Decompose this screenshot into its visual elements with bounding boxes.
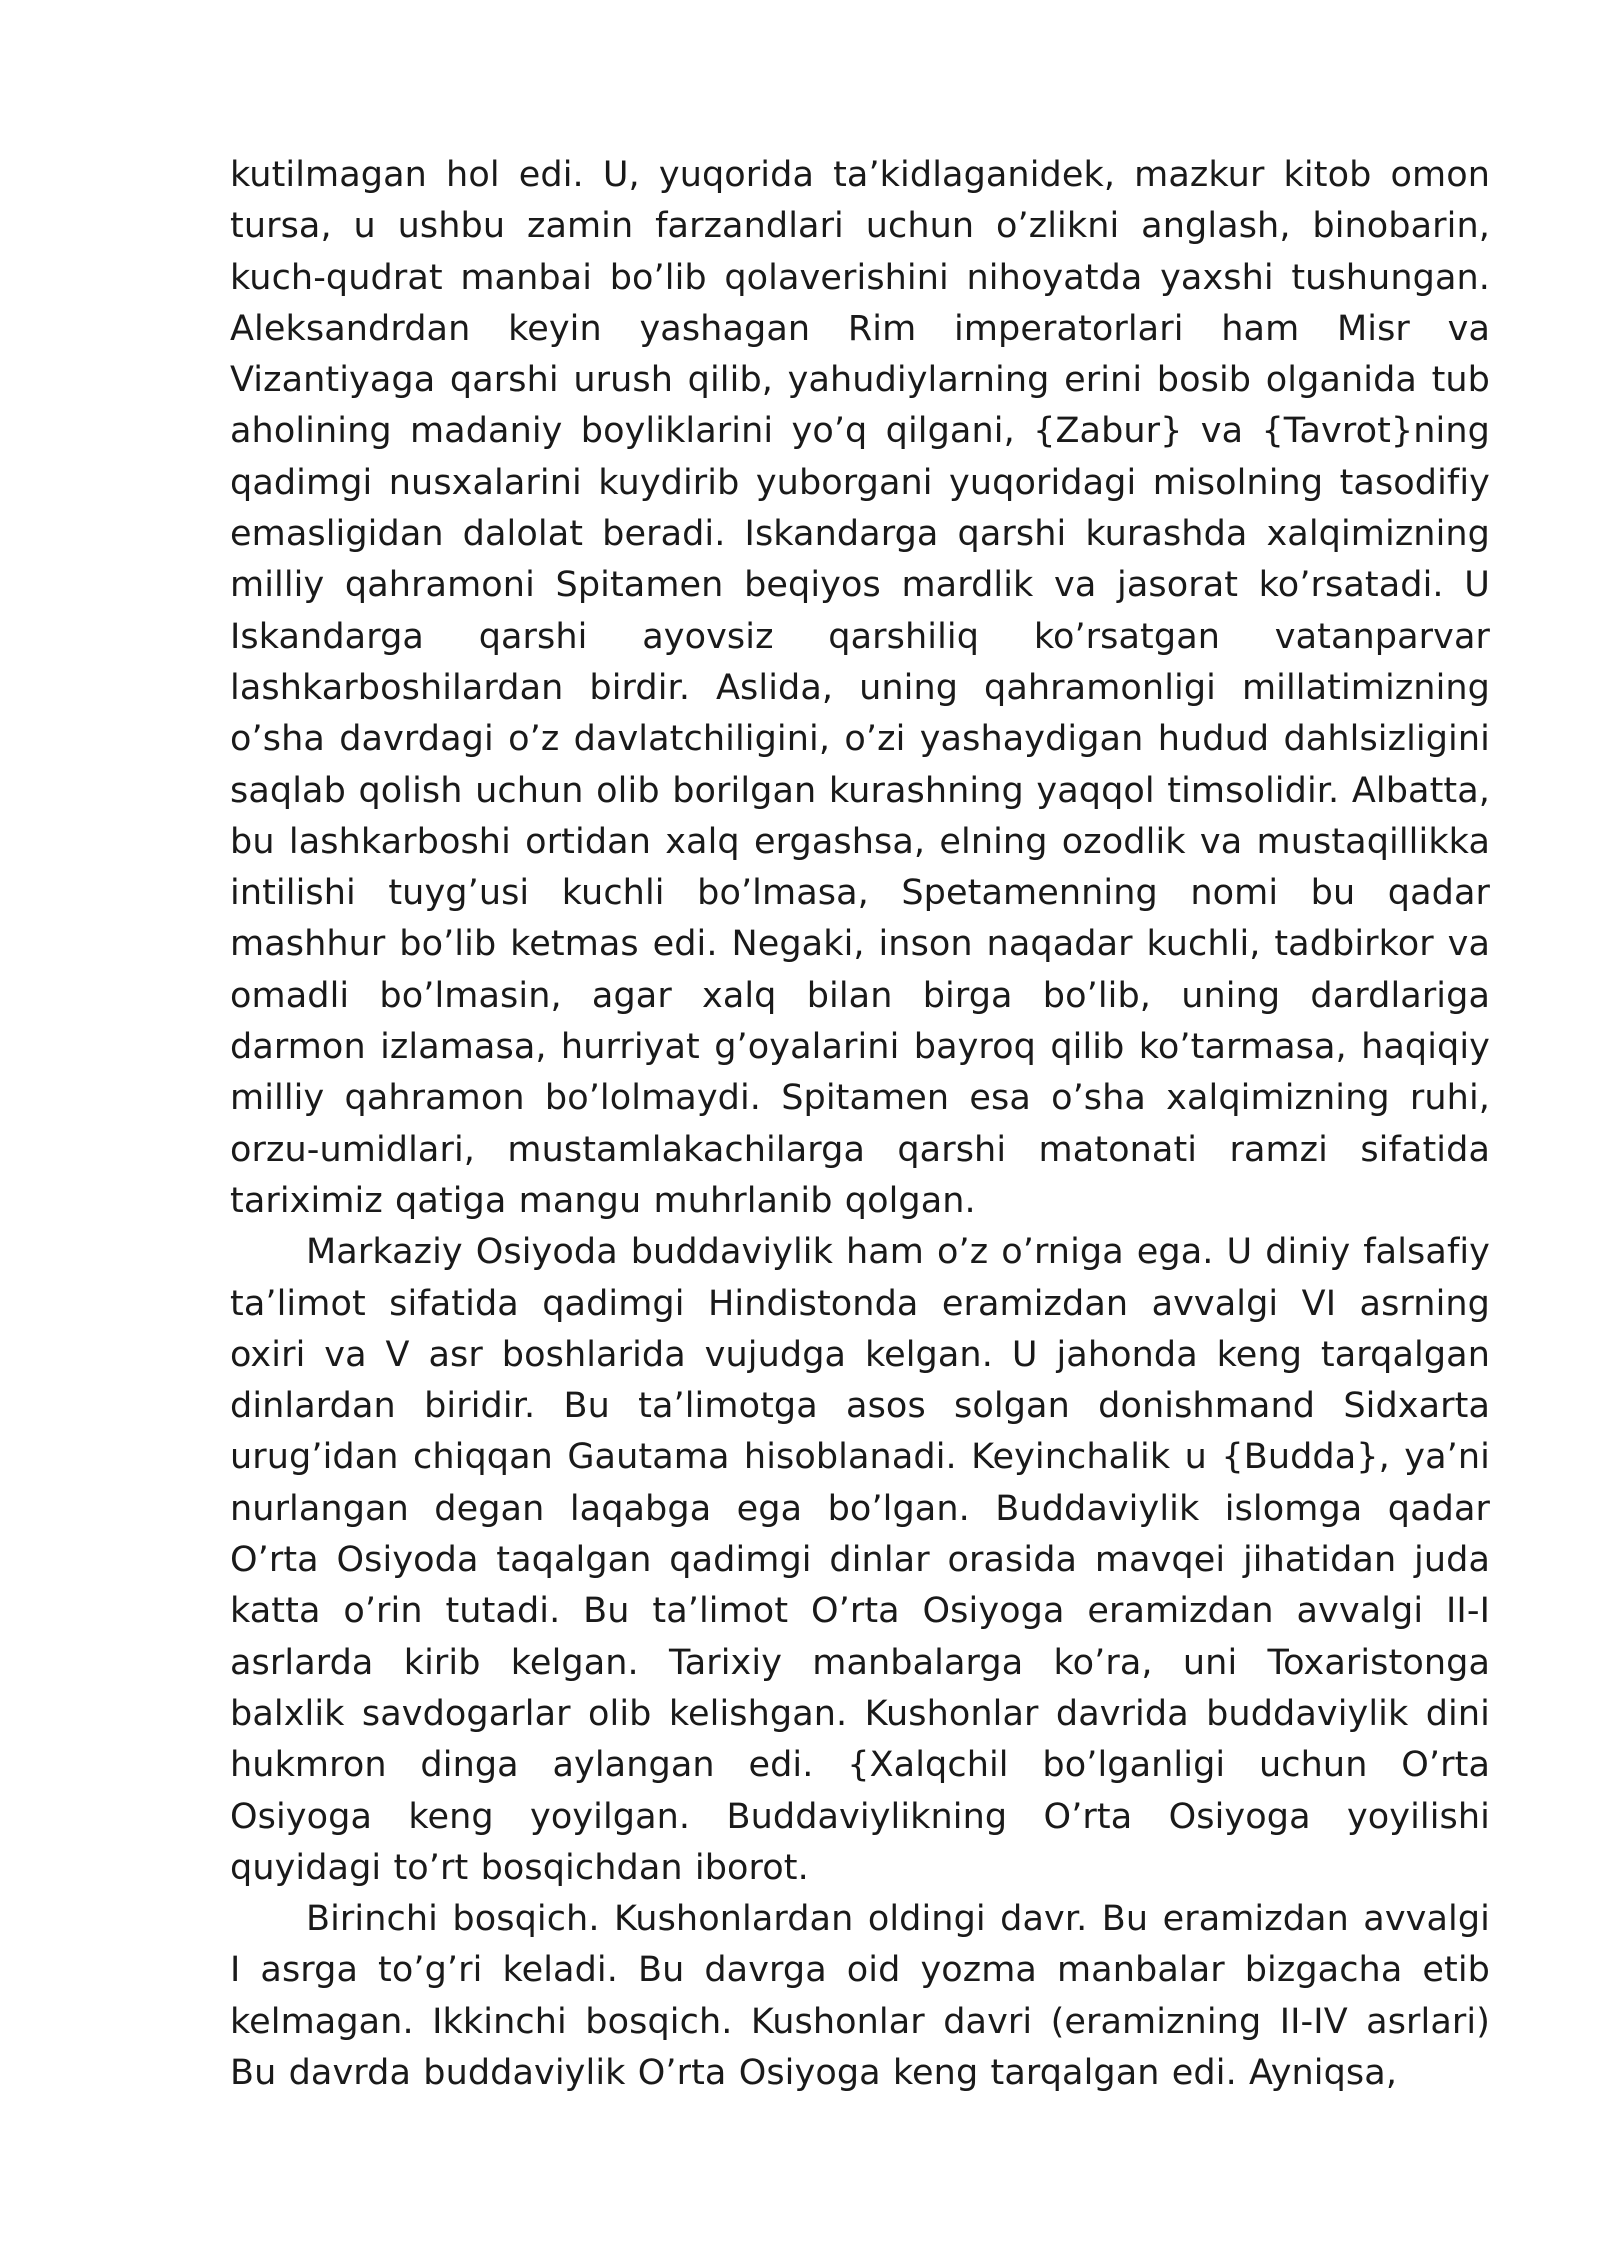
paragraph-spitamen: kutilmagan hol edi. U, yuqorida ta’kidlaganidek, mazkur kitob omon tursa, u ushbu zamin farzandlari uchun o’zlikni anglash, binobarin, kuch-qudrat manbai bo’lib qolaverishini nihoyatda yaxshi tushungan. Aleksandrdan keyin yashagan Rim imperatorlari ham Misr va Vizantiyaga qarshi urush qilib, yahudiylarning erini bosib olganida tub aholining madaniy boyliklarini yo’q qilgani, {Zabur} va {Tavrot}ning qadimgi nusxalarini kuydirib yuborgani yuqoridagi misolning tasodifiy emasligidan dalolat beradi. Iskandarga qarshi kurashda xalqimizning milliy qahramoni Spitamen beqiyos mardlik va jasorat ko’rsatadi. U Iskandarga qarshi ayovsiz qarshiliq ko’rsatgan vatanparvar lashkarboshilardan birdir. Aslida, uning qahramonligi millatimizning o’sha davrdagi o’z davlatchiligini, o’zi yashaydigan hudud dahlsizligini saqlab qolish uchun olib borilgan kurashning yaqqol timsolidir. Albatta, bu lashkarboshi ortidan xalq ergashsa, elning ozodlik va mustaqillikka intilishi tuyg’usi kuchli bo’lmasa, Spetamenning nomi bu qadar mashhur bo’lib ketmas edi. Negaki, inson naqadar kuchli, tadbirkor va omadli bo’lmasin, agar xalq bilan birga bo’lib, uning dardlariga darmon izlamasa, hurriyat g’oyalarini bayroq qilib ko’tarmasa, haqiqiy milliy qahramon bo’lolmaydi. Spitamen esa o’sha xalqimizning ruhi, orzu-umidlari, mustamlakachilarga qarshi matonati ramzi sifatida tariximiz qatiga mangu muhrlanib qolgan. — [230, 155, 1490, 1221]
paragraph-buddhism-stages: Birinchi bosqich. Kushonlardan oldingi davr. Bu eramizdan avvalgi I asrga to’g’ri keladi. Bu davrga oid yozma manbalar bizgacha etib kelmagan. Ikkinchi bosqich. Kushonlar davri (eramizning II-IV asrlari) Bu davrda buddaviylik O’rta Osiyoga keng tarqalgan edi. Ayniqsa, — [230, 1899, 1490, 2093]
paragraph-buddhism-intro: Markaziy Osiyoda buddaviylik ham o’z o’rniga ega. U diniy falsafiy ta’limot sifatida qadimgi Hindistonda eramizdan avvalgi VI asrning oxiri va V asr boshlarida vujudga kelgan. U jahonda keng tarqalgan dinlardan biridir. Bu ta’limotga asos solgan donishmand Sidxarta urug’idan chiqqan Gautama hisoblanadi. Keyinchalik u {Budda}, ya’ni nurlangan degan laqabga ega bo’lgan. Buddaviylik islomga qadar O’rta Osiyoda taqalgan qadimgi dinlar orasida mavqei jihatidan juda katta o’rin tutadi. Bu ta’limot O’rta Osiyoga eramizdan avvalgi II-I asrlarda kirib kelgan. Tarixiy manbalarga ko’ra, uni Toxaristonga balxlik savdogarlar olib kelishgan. Kushonlar davrida buddaviylik dini hukmron dinga aylangan edi. {Xalqchil bo’lganligi uchun O’rta Osiyoga keng yoyilgan. Buddaviylikning O’rta Osiyoga yoyilishi quyidagi to’rt bosqichdan iborot. — [230, 1232, 1490, 1888]
document-page — [230, 150, 1490, 2099]
